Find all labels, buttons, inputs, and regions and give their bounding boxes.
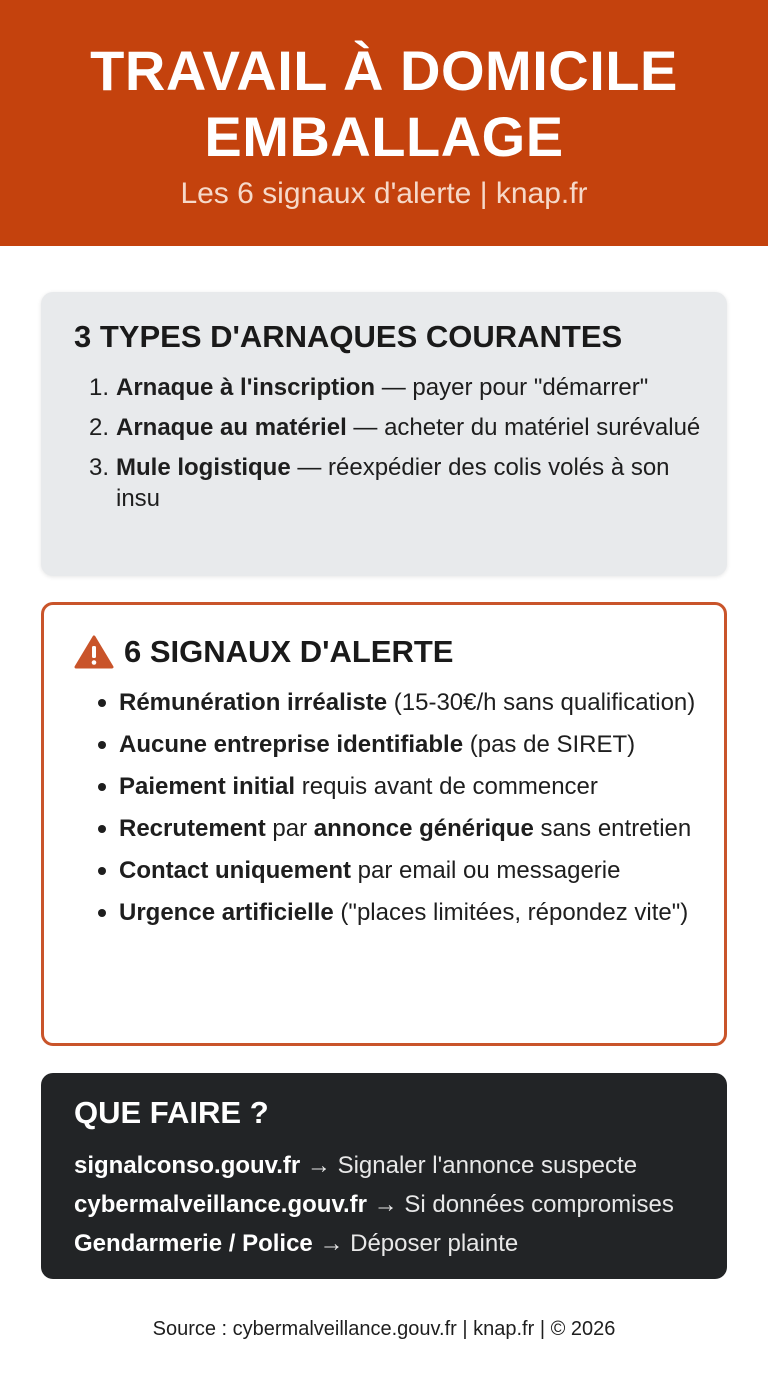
item-text: par email ou messagerie xyxy=(351,857,621,884)
list-item xyxy=(98,771,700,802)
list-item xyxy=(98,813,700,844)
list-item xyxy=(89,372,707,403)
bullet-icon xyxy=(98,909,106,917)
page-subtitle: Les 6 signaux d'alerte | knap.fr xyxy=(180,177,588,210)
item-heading: Rémunération irréaliste xyxy=(119,689,388,716)
list-item xyxy=(89,412,707,443)
scam-types-list xyxy=(89,372,707,523)
list-item xyxy=(98,897,700,928)
item-text: — acheter du matériel surévalué xyxy=(346,414,701,441)
alert-signals-title: 6 SIGNAUX D'ALERTE xyxy=(124,634,454,669)
item-heading: Mule logistique xyxy=(116,454,291,481)
item-number: 3. xyxy=(89,454,110,481)
item-heading: Contact uniquement xyxy=(119,857,351,884)
what-to-do-title: QUE FAIRE ? xyxy=(74,1095,269,1130)
item-heading: Recrutement xyxy=(119,815,266,842)
item-text: (pas de SIRET) xyxy=(463,731,636,758)
action-text: → Si données compromises xyxy=(367,1191,674,1218)
item-number: 1. xyxy=(89,374,110,401)
item-heading-extra: annonce générique xyxy=(313,815,534,842)
item-heading: Aucune entreprise identifiable xyxy=(119,731,464,758)
item-text: — réexpédier des colis volés à son insu xyxy=(116,454,670,512)
action-text: → Signaler l'annonce suspecte xyxy=(300,1152,638,1179)
action-site: signalconso.gouv.fr xyxy=(74,1152,301,1179)
page-title xyxy=(0,38,768,170)
bullet-icon xyxy=(98,867,106,875)
item-text: ("places limitées, répondez vite") xyxy=(333,899,689,926)
item-heading: Urgence artificielle xyxy=(119,899,334,926)
action-site: cybermalveillance.gouv.fr xyxy=(74,1191,368,1218)
item-heading: Paiement initial xyxy=(119,773,296,800)
action-text: → Déposer plainte xyxy=(312,1230,519,1257)
action-row xyxy=(74,1224,713,1263)
list-item xyxy=(98,729,700,760)
item-text: par xyxy=(265,815,314,842)
what-to-do-card xyxy=(41,1073,727,1279)
alert-signals-list xyxy=(98,687,700,939)
bullet-icon xyxy=(98,825,106,833)
item-text: (15-30€/h sans qualification) xyxy=(387,689,696,716)
alert-signals-card xyxy=(41,602,727,1046)
action-row xyxy=(74,1146,713,1185)
action-row xyxy=(74,1185,713,1224)
title-line-1: TRAVAIL À DOMICILE xyxy=(90,39,678,102)
header-banner xyxy=(0,0,768,246)
list-item xyxy=(89,452,707,514)
bullet-icon xyxy=(98,783,106,791)
action-site: Gendarmerie / Police xyxy=(74,1230,313,1257)
list-item xyxy=(98,855,700,886)
item-number: 2. xyxy=(89,414,110,441)
item-heading: Arnaque au matériel xyxy=(116,414,347,441)
list-item xyxy=(98,687,700,718)
footer-source: Source : cybermalveillance.gouv.fr | knap.fr | © 2026 xyxy=(152,1318,616,1340)
item-text-extra: sans entretien xyxy=(533,815,692,842)
alert-signals-heading xyxy=(74,634,453,670)
scam-types-card xyxy=(41,292,727,576)
item-text: — payer pour "démarrer" xyxy=(375,374,649,401)
bullet-icon xyxy=(98,741,106,749)
title-line-2: EMBALLAGE xyxy=(204,105,564,168)
scam-types-title: 3 TYPES D'ARNAQUES COURANTES xyxy=(74,319,623,354)
item-text: requis avant de commencer xyxy=(295,773,598,800)
item-heading: Arnaque à l'inscription xyxy=(116,374,376,401)
actions-list xyxy=(74,1146,713,1263)
bullet-icon xyxy=(98,699,106,707)
warning-icon xyxy=(74,635,114,669)
